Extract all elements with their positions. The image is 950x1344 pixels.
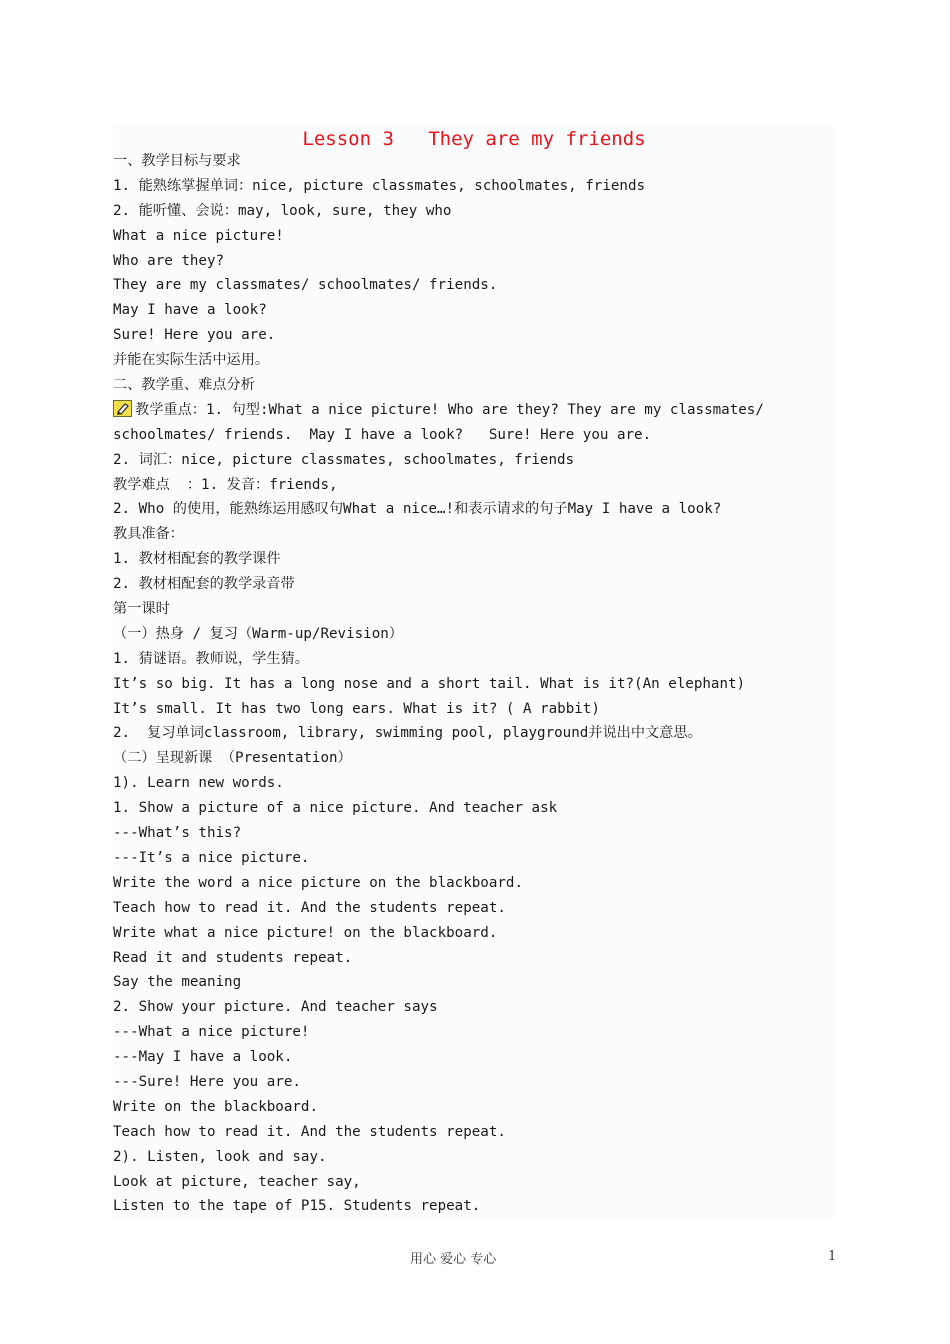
body-line: Who are they? [113, 252, 225, 269]
body-line: 并能在实际生活中运用。 [113, 352, 270, 369]
body-line: It’s so big. It has a long nose and a short tail. What is it?(An elephant) [113, 675, 746, 692]
body-line: 1. 猜谜语。教师说，学生猜。 [113, 650, 309, 667]
body-line: （二）呈现新课 （Presentation） [113, 750, 352, 767]
body-line: ---Sure! Here you are. [113, 1073, 301, 1090]
body-line: Listen to the tape of P15. Students repeat. [113, 1198, 481, 1215]
body-line: They are my classmates/ schoolmates/ friends. [113, 277, 498, 294]
page-number: 1 [828, 1249, 837, 1264]
body-line: Look at picture, teacher say, [113, 1173, 361, 1190]
body-line: schoolmates/ friends. May I have a look? Sure! Here you are. [113, 426, 652, 443]
body-line: ---May I have a look. [113, 1049, 293, 1066]
lesson-title: Lesson 3 They are my friends [302, 128, 646, 150]
body-line: What a nice picture! [113, 227, 284, 244]
body-line: It’s small. It has two long ears. What is it? ( A rabbit) [113, 700, 600, 717]
body-line: 1. 教材相配套的教学课件 [113, 551, 281, 568]
body-line: ---It’s a nice picture. [113, 849, 310, 866]
body-line: May I have a look? [113, 302, 267, 319]
body-line-with-icon [113, 398, 835, 423]
body-line: 一、教学目标与要求 [113, 153, 241, 169]
body-line: 1). Learn new words. [113, 775, 284, 792]
body-line-text: 教学重点：1. 句型:What a nice picture! Who are they? They are my classmates/ [135, 401, 764, 418]
body-line: 2. 复习单词classroom, library, swimming pool, playground并说出中文意思。 [113, 725, 702, 742]
body-line: 教学难点 ：1. 发音：friends, [113, 476, 338, 493]
body-line: 教具准备： [113, 526, 184, 543]
body-line: 2. Show your picture. And teacher says [113, 999, 438, 1016]
body-line: 2). Listen, look and say. [113, 1148, 327, 1165]
body-line: Read it and students repeat. [113, 949, 353, 966]
document-page [113, 125, 835, 1220]
body-line: ---What a nice picture! [113, 1024, 310, 1041]
body-line: 1. Show a picture of a nice picture. And teacher ask [113, 800, 558, 817]
body-line: Sure! Here you are. [113, 327, 276, 344]
body-line: Write on the blackboard. [113, 1098, 318, 1115]
body-line: Say the meaning [113, 974, 242, 991]
body-line: 2. 教材相配套的教学录音带 [113, 576, 295, 593]
body-line: 2. 词汇：nice, picture classmates, schoolmates, friends [113, 451, 575, 468]
body-line: ---What’s this? [113, 825, 242, 842]
body-line: 2. Who 的使用，能熟练运用感叹句What a nice…!和表示请求的句子May I have a look? [113, 501, 722, 518]
body-line: （一）热身 / 复习（Warm-up/Revision） [113, 625, 403, 642]
body-line: Write what a nice picture! on the blackboard. [113, 924, 498, 941]
body-line: 1. 能熟练掌握单词：nice, picture classmates, schoolmates, friends [113, 177, 646, 194]
body-line: Write the word a nice picture on the blackboard. [113, 874, 523, 891]
body-line: 二、教学重、难点分析 [113, 377, 255, 394]
pencil-note-icon [113, 400, 132, 417]
body-line: 2. 能听懂、会说：may, look, sure, they who [113, 202, 452, 219]
body-line: Teach how to read it. And the students repeat. [113, 899, 506, 916]
body-line: Teach how to read it. And the students repeat. [113, 1123, 506, 1140]
body-line: 第一课时 [113, 601, 170, 618]
page-footer: 用心 爱心 专心 [410, 1252, 497, 1267]
lesson-body [113, 149, 835, 1219]
